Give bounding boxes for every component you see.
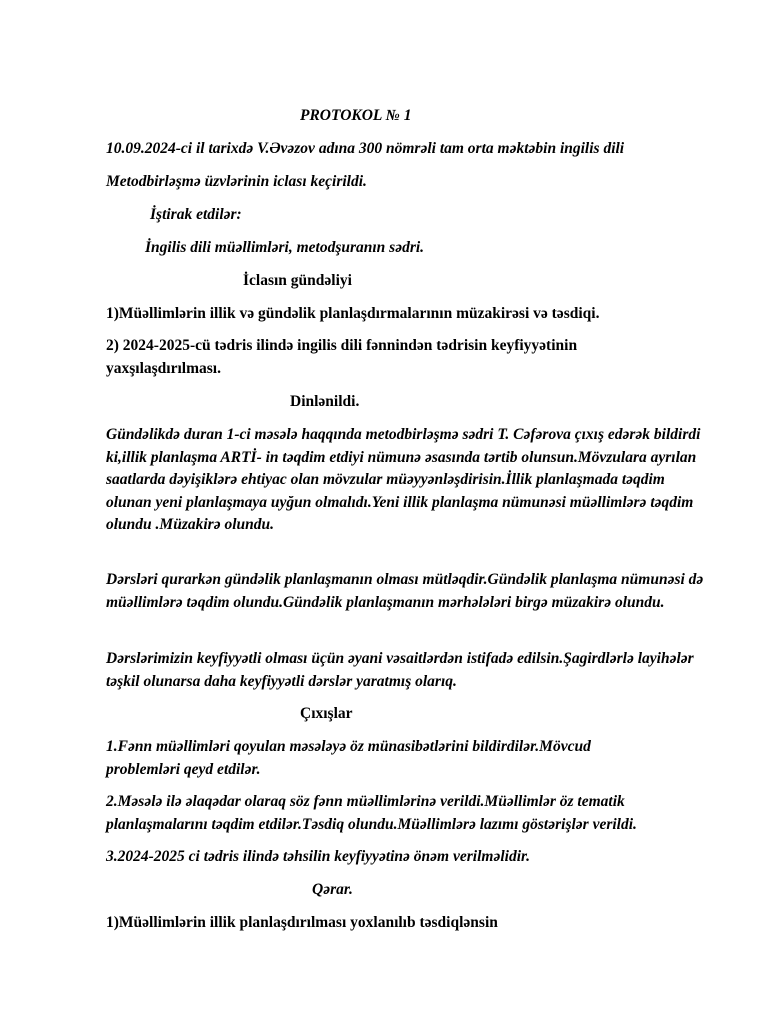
agenda-item-1: 1)Müəllimlərin illik və gündəlik planlaşdırmalarının müzakirəsi və təsdiqi. (106, 305, 600, 322)
agenda-item-2: 2) 2024-2025-cü tədris ilində ingilis dili fənnindən tədrisin keyfiyyətinin yaxşılaşdırılması. (106, 337, 578, 377)
decision-heading: Qərar. (312, 881, 353, 898)
heard-paragraph-3: Dərslərimizin keyfiyyətli olması üçün əyani vəsaitlərdən istifadə edilsin.Şagirdlərlə layihələr təşkil olunarsa daha keyfiyyətli dərslər yaratmış olarıq. (106, 650, 694, 690)
speeches-heading: Çıxışlar (300, 705, 353, 722)
attendance-text: İngilis dili müəllimləri, metodşuranın sədri. (145, 239, 425, 256)
speech-item-1: 1.Fənn müəllimləri qoyulan məsələyə öz münasibətlərini bildirdilər.Mövcud problemləri qeyd etdilər. (106, 738, 591, 778)
heard-heading: Dinlənildi. (290, 393, 360, 410)
heard-paragraph-2: Dərsləri qurarkən gündəlik planlaşmanın olması mütləqdir.Gündəlik planlaşma nümunəsi də müəllimlərə təqdim olundu.Gündəlik planlaşmanın mərhələləri birgə müzakirə olundu. (106, 571, 704, 611)
heard-paragraph-1: Gündəlikdə duran 1-ci məsələ haqqında metodbirləşmə sədri T. Cəfərova çıxış edərək bildirdi ki,illik planlaşma ARTİ- in təqdim etdiyi nümunə əsasında tərtib olunsun.Mövzulara ayrılan saatlarda dəyişiklərə ehtiyac olan mövzular müəyyənləşdirisin.İllik planlaşmada təqdim olunan yeni planlaşmaya uyğun olmalıdı.Yeni illik planlaşma nümunəsi müəllimlərə təqdim olundu .Müzakirə olundu. (106, 426, 701, 533)
decision-item-1: 1)Müəllimlərin illik planlaşdırılması yoxlanılıb təsdiqlənsin (106, 914, 498, 931)
intro-line-2: Metodbirləşmə üzvlərinin iclası keçirildi. (106, 173, 367, 190)
speech-item-2: 2.Məsələ ilə əlaqədar olaraq söz fənn müəllimlərinə verildi.Müəllimlər öz tematik planlaşmalarını təqdim etdilər.Təsdiq olundu.Müəllimlərə lazımı göstərişlər verildi. (106, 793, 637, 833)
attendance-label: İştirak etdilər: (150, 206, 242, 223)
protocol-title: PROTOKOL № 1 (300, 107, 412, 124)
speech-item-3: 3.2024-2025 ci tədris ilində təhsilin keyfiyyətinə önəm verilməlidir. (106, 848, 531, 865)
agenda-heading: İclasın gündəliyi (243, 272, 352, 289)
intro-line-1: 10.09.2024-ci il tarixdə V.Əvəzov adına 300 nömrəli tam orta məktəbin ingilis dili (106, 140, 625, 157)
